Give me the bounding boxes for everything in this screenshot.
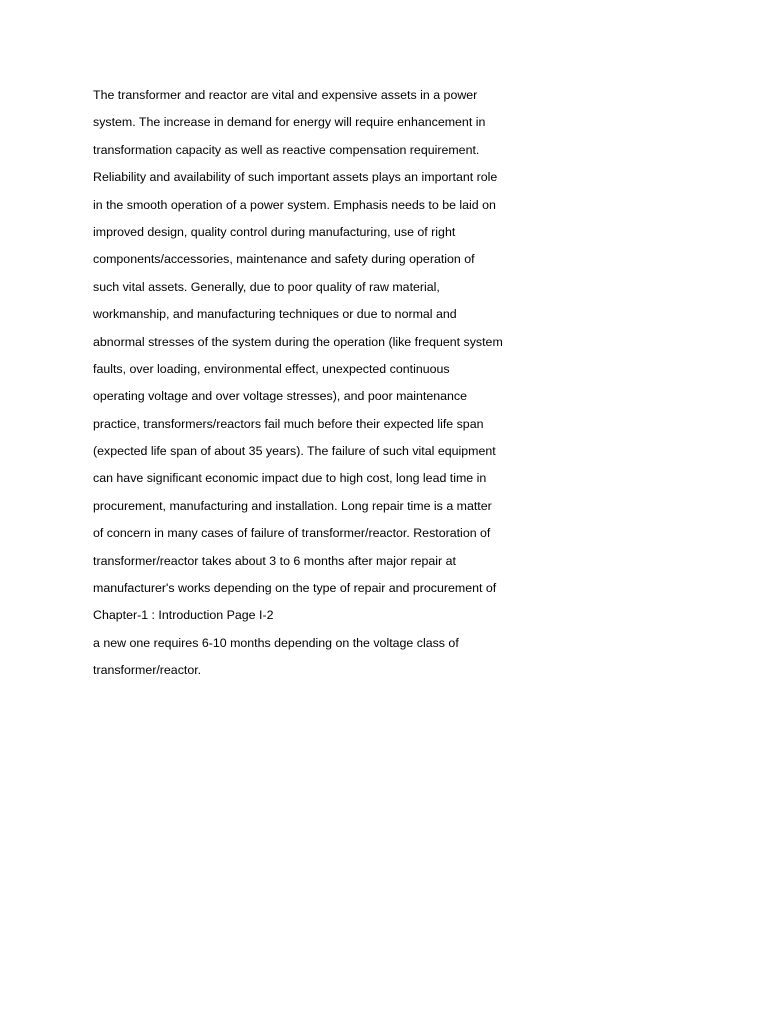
text-line: components/accessories, maintenance and safety during operation of <box>93 252 475 267</box>
text-line: Reliability and availability of such important assets plays an important role <box>93 170 498 185</box>
text-line: improved design, quality control during manufacturing, use of right <box>93 224 456 239</box>
text-line: can have significant economic impact due to high cost, long lead time in <box>93 471 487 486</box>
text-line: such vital assets. Generally, due to poor quality of raw material, <box>93 279 440 294</box>
body-text <box>93 82 563 685</box>
text-line: a new one requires 6-10 months depending on the voltage class of <box>93 635 459 650</box>
text-line: workmanship, and manufacturing techniques or due to normal and <box>93 307 457 322</box>
text-line: practice, transformers/reactors fail much before their expected life span <box>93 416 484 431</box>
text-line: (expected life span of about 35 years). The failure of such vital equipment <box>93 444 496 459</box>
page-footer: Chapter-1 : Introduction Page I-2 <box>93 608 274 623</box>
text-line: operating voltage and over voltage stresses), and poor maintenance <box>93 389 468 404</box>
text-line: transformer/reactor. <box>93 663 202 678</box>
text-line: faults, over loading, environmental effect, unexpected continuous <box>93 361 450 376</box>
text-line: The transformer and reactor are vital and expensive assets in a power <box>93 88 478 102</box>
text-line: abnormal stresses of the system during the operation (like frequent system <box>93 334 503 349</box>
text-line: of concern in many cases of failure of transformer/reactor. Restoration of <box>93 526 491 541</box>
text-line: transformer/reactor takes about 3 to 6 months after major repair at <box>93 553 456 568</box>
text-line: transformation capacity as well as reactive compensation requirement. <box>93 142 480 157</box>
text-line: system. The increase in demand for energy will require enhancement in <box>93 115 486 130</box>
text-line: in the smooth operation of a power system. Emphasis needs to be laid on <box>93 197 496 212</box>
text-line: manufacturer's works depending on the type of repair and procurement of <box>93 581 497 596</box>
text-line: procurement, manufacturing and installation. Long repair time is a matter <box>93 498 492 513</box>
